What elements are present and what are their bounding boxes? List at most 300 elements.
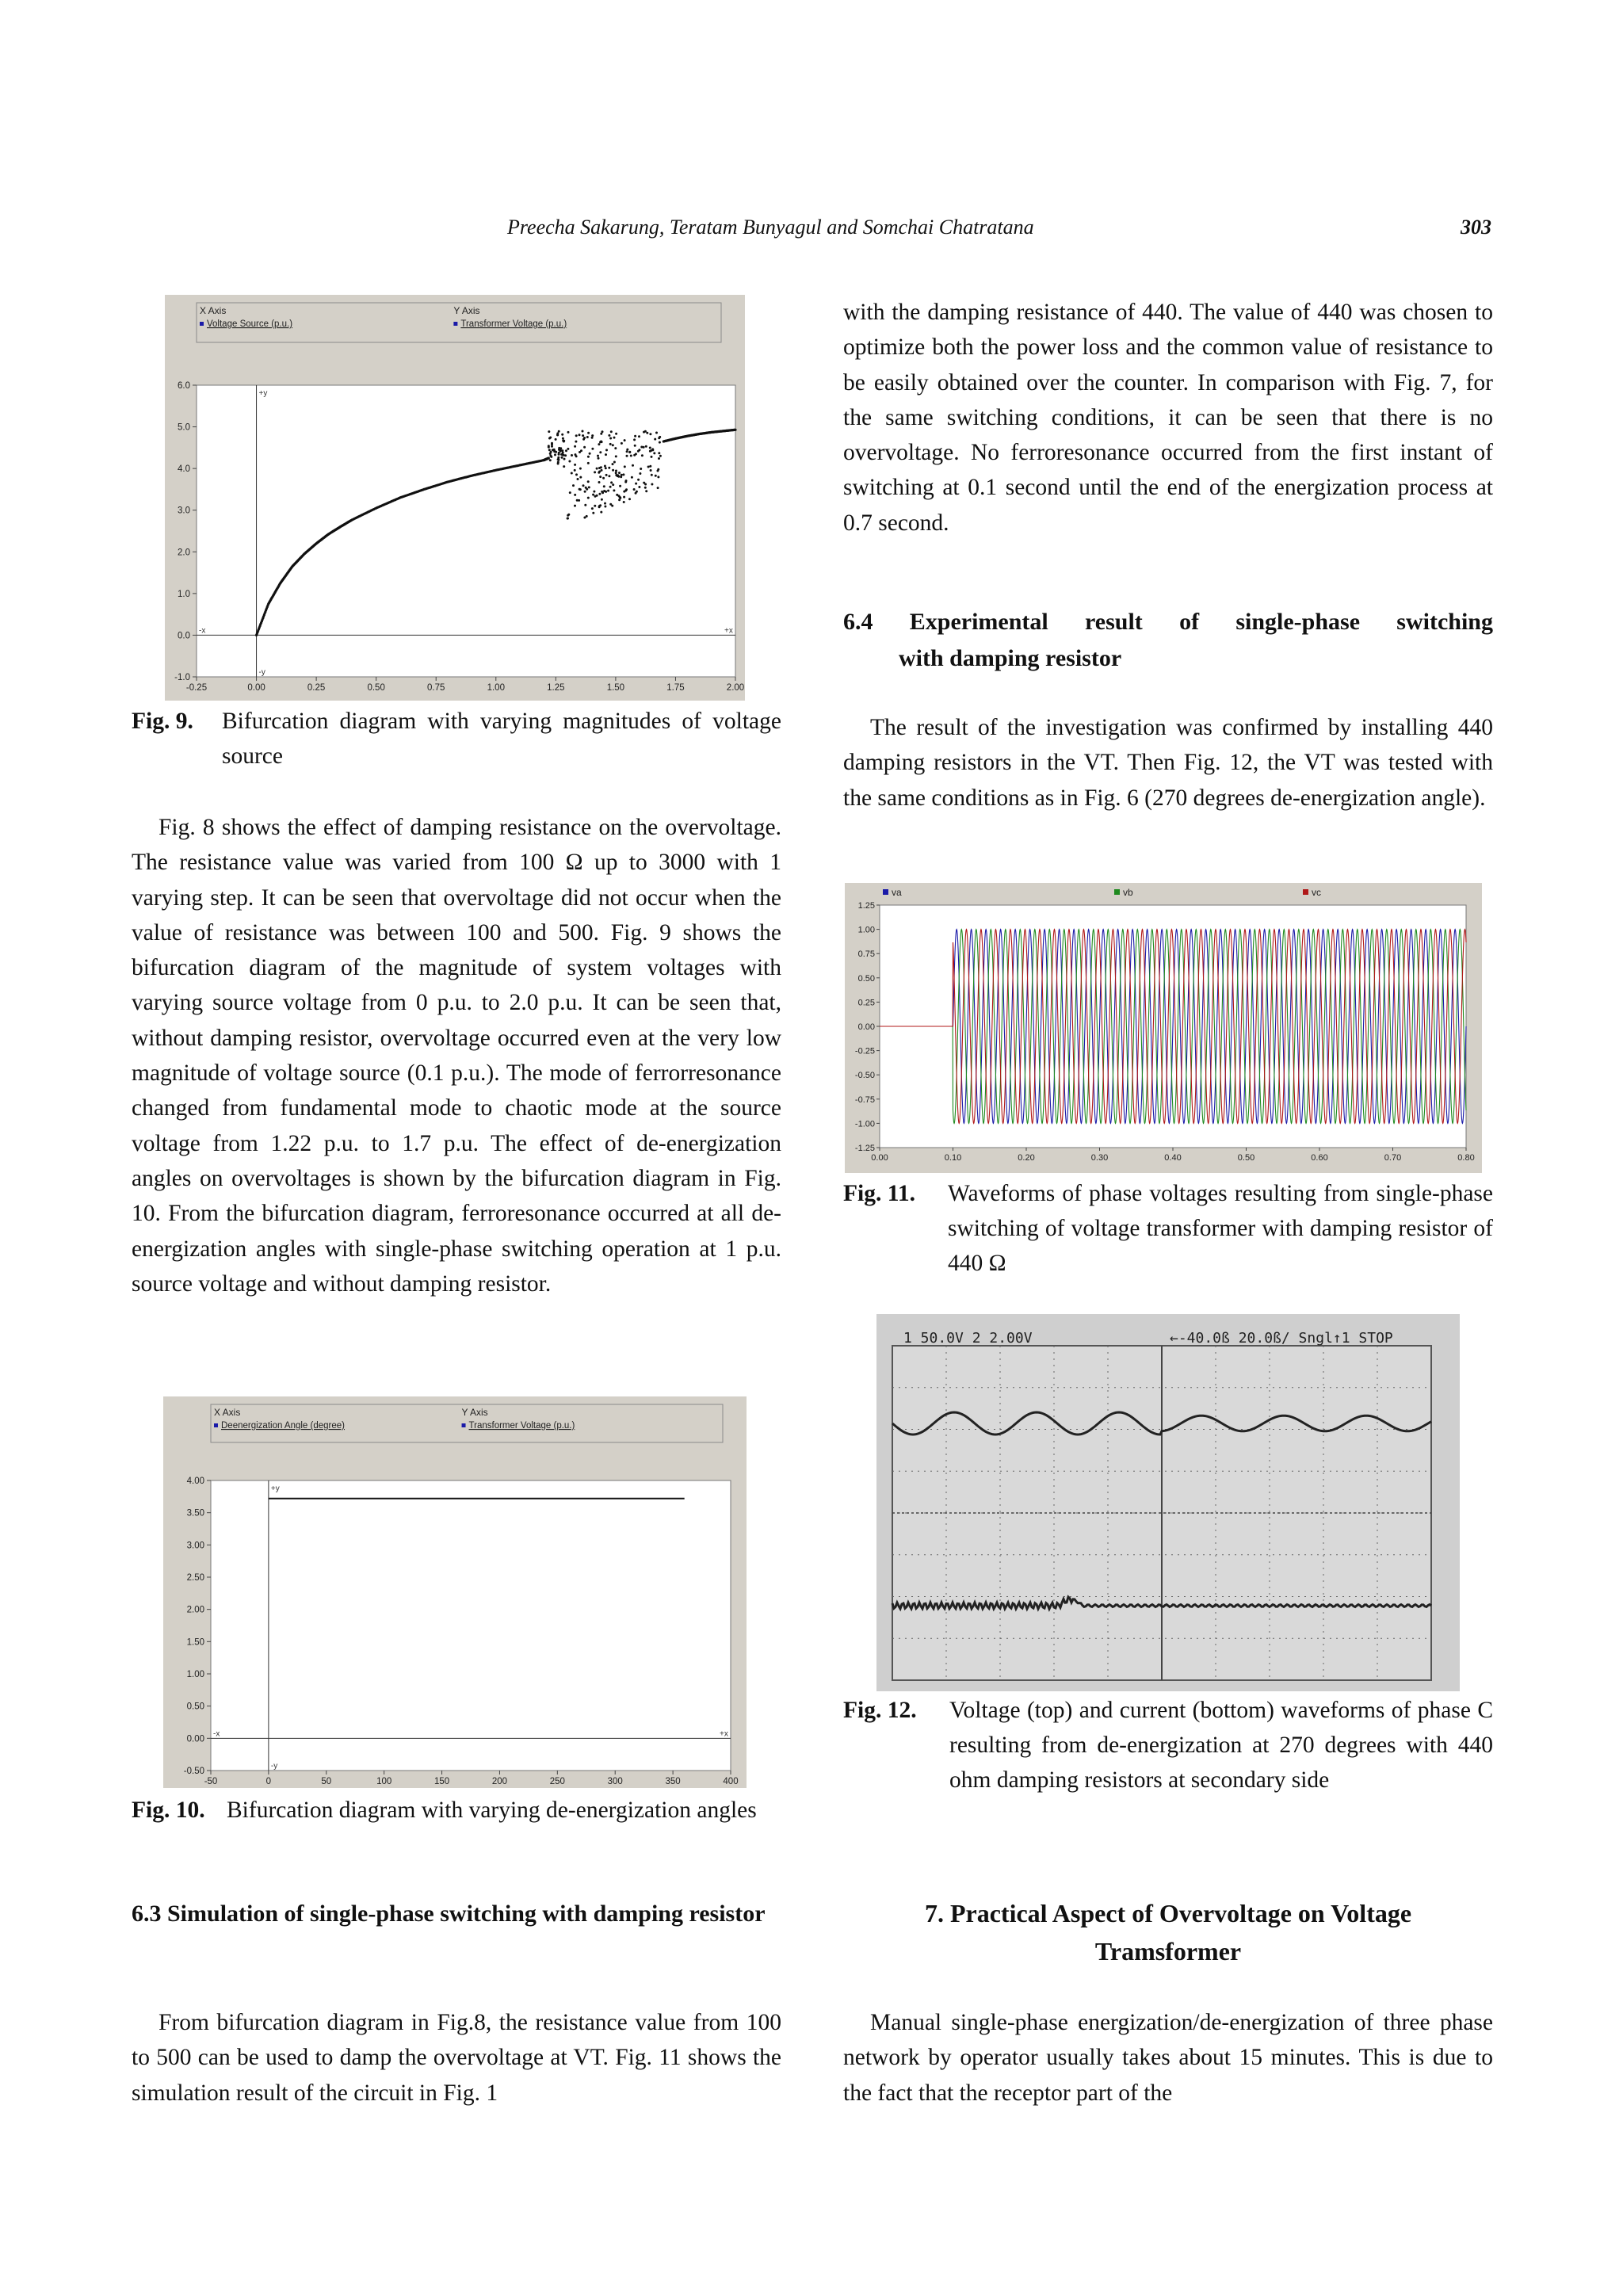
chaotic-point bbox=[615, 472, 617, 474]
legend-swatch-vb bbox=[1114, 889, 1120, 895]
chaotic-point bbox=[612, 469, 614, 472]
chaotic-point bbox=[637, 479, 640, 481]
y-tick-label: 6.0 bbox=[178, 381, 190, 391]
chaotic-point bbox=[609, 443, 612, 445]
chaotic-point bbox=[561, 457, 563, 459]
chaotic-point bbox=[576, 499, 579, 502]
chaotic-point bbox=[579, 476, 582, 479]
chaotic-point bbox=[583, 446, 586, 449]
fig12-caption-label: Fig. 12. bbox=[843, 1698, 917, 1723]
chaotic-point bbox=[582, 434, 584, 437]
chaotic-point bbox=[643, 431, 645, 434]
scope-header-left: 1 50.0V 2 2.00V bbox=[903, 1330, 1033, 1347]
chaotic-point bbox=[633, 488, 636, 491]
chaotic-point bbox=[628, 451, 631, 453]
right-paragraph-top-text: with the damping resistance of 440. The value of 440 was chosen to optimize both the power loss and the common value of resistance to be easily obtained over the counter. In comparison with Fig. 7, for the same switching conditions, it can be seen that there is no overvoltage. No ferroresonance occurred from the first instant of switching at 0.1 second until the end of the energization process at 0.7 second. bbox=[843, 300, 1493, 536]
y-tick-label: 0.0 bbox=[178, 631, 190, 641]
y-tick-label: 0.50 bbox=[857, 973, 875, 984]
chaotic-point bbox=[587, 480, 590, 483]
chaotic-point bbox=[651, 456, 653, 458]
chaotic-point bbox=[626, 455, 628, 457]
chaotic-point bbox=[649, 447, 651, 449]
figure-11 bbox=[845, 883, 1482, 1173]
chaotic-point bbox=[567, 518, 569, 520]
x-tick-label: 0.75 bbox=[427, 683, 445, 693]
chaotic-point bbox=[601, 469, 603, 472]
data-point-series-0 bbox=[548, 457, 550, 459]
chaotic-point bbox=[651, 474, 653, 476]
y-tick-label: -0.75 bbox=[854, 1095, 875, 1105]
x-tick-label: 350 bbox=[665, 1777, 681, 1786]
fig11-caption bbox=[843, 1176, 1493, 1281]
x-tick-label: 0.00 bbox=[247, 683, 265, 693]
right-paragraph-6-4 bbox=[843, 710, 1493, 816]
chaotic-point bbox=[572, 484, 575, 487]
chaotic-point bbox=[569, 491, 571, 494]
y-tick-label: 2.50 bbox=[186, 1573, 204, 1583]
chaotic-point bbox=[641, 454, 643, 457]
legend-label-va: va bbox=[892, 887, 902, 898]
chaotic-point bbox=[636, 491, 638, 493]
chaotic-point bbox=[587, 456, 590, 458]
chaotic-point bbox=[583, 437, 586, 439]
right-paragraph-7-text: Manual single-phase energization/de-energization of three phase network by operator usually takes about 15 minutes. This is due to the fact that the receptor part of the bbox=[843, 2010, 1493, 2106]
y-tick-label: 0.50 bbox=[186, 1702, 204, 1712]
chaotic-point bbox=[574, 464, 576, 466]
chaotic-point bbox=[602, 477, 605, 479]
chaotic-point bbox=[558, 430, 560, 433]
chaotic-point bbox=[588, 486, 590, 488]
chaotic-point bbox=[563, 441, 565, 443]
chaotic-point bbox=[634, 445, 636, 447]
y-tick-label: 1.25 bbox=[857, 901, 875, 911]
axis-marker-plus-y: +y bbox=[258, 389, 268, 398]
chaotic-point bbox=[574, 445, 576, 448]
fig9-caption-label: Fig. 9. bbox=[132, 709, 193, 734]
y-tick-label: 4.00 bbox=[186, 1477, 204, 1486]
legend-y-swatch bbox=[453, 322, 457, 326]
plot-area bbox=[211, 1480, 731, 1771]
x-tick-label: 1.50 bbox=[606, 683, 625, 693]
chaotic-point bbox=[619, 485, 621, 487]
y-tick-label: 5.0 bbox=[178, 422, 190, 433]
chaotic-point bbox=[575, 455, 578, 457]
chaotic-point bbox=[598, 493, 601, 495]
chaotic-point bbox=[596, 468, 598, 470]
chaotic-point bbox=[567, 431, 570, 434]
chaotic-point bbox=[548, 449, 551, 451]
chaotic-point bbox=[582, 430, 584, 433]
chaotic-point bbox=[626, 449, 628, 451]
chaotic-point bbox=[649, 465, 651, 468]
section-7-title-line1: 7. Practical Aspect of Overvoltage on Voltage bbox=[924, 1899, 1412, 1927]
x-tick-label: 1.25 bbox=[547, 683, 565, 693]
chaotic-point bbox=[565, 449, 567, 452]
chaotic-point bbox=[605, 474, 608, 476]
chaotic-point bbox=[622, 473, 624, 476]
chaotic-point bbox=[548, 430, 550, 433]
chaotic-point bbox=[556, 434, 559, 436]
chaotic-point bbox=[579, 451, 581, 453]
chaotic-point bbox=[575, 441, 577, 443]
chaotic-point bbox=[657, 470, 659, 472]
fig9-chart bbox=[165, 295, 745, 701]
chaotic-point bbox=[587, 432, 590, 434]
y-tick-label: 3.0 bbox=[178, 506, 190, 516]
section-7-title-line2: Tramsformer bbox=[1094, 1937, 1242, 1966]
chaotic-point bbox=[623, 491, 625, 493]
chaotic-point bbox=[645, 445, 647, 448]
chaotic-point bbox=[562, 437, 564, 440]
y-tick-label: -0.50 bbox=[854, 1071, 875, 1081]
chaotic-point bbox=[655, 475, 657, 477]
chaotic-point bbox=[635, 483, 637, 485]
chaotic-point bbox=[557, 458, 559, 460]
chaotic-point bbox=[563, 454, 565, 457]
chaotic-point bbox=[638, 435, 640, 437]
chaotic-point bbox=[554, 453, 556, 456]
chaotic-point bbox=[630, 455, 632, 457]
legend-x-entry: Voltage Source (p.u.) bbox=[207, 319, 293, 329]
x-tick-label: 0.20 bbox=[1018, 1153, 1035, 1163]
data-point-series-1 bbox=[734, 429, 736, 431]
axis-marker-minus-y: -y bbox=[258, 668, 265, 677]
chaotic-point bbox=[609, 486, 612, 488]
chaotic-point bbox=[644, 487, 647, 489]
x-tick-label: 0.50 bbox=[367, 683, 385, 693]
y-tick-label: 0.75 bbox=[857, 949, 875, 960]
y-tick-label: 3.50 bbox=[186, 1508, 204, 1519]
fig10-chart bbox=[163, 1396, 747, 1788]
y-tick-label: 3.00 bbox=[186, 1541, 204, 1551]
chaotic-point bbox=[574, 494, 576, 496]
chaotic-point bbox=[631, 476, 633, 479]
chaotic-point bbox=[608, 475, 610, 477]
chaotic-point bbox=[609, 503, 612, 506]
header-authors: Preecha Sakarung, Teratam Bunyagul and Somchai Chatratana bbox=[507, 216, 1034, 239]
left-paragraph-1 bbox=[132, 810, 781, 1301]
y-tick-label: 4.0 bbox=[178, 464, 190, 475]
y-tick-label: -0.50 bbox=[183, 1767, 204, 1776]
legend-y-entry: Transformer Voltage (p.u.) bbox=[468, 1421, 575, 1431]
chaotic-point bbox=[605, 453, 607, 456]
chaotic-point bbox=[610, 481, 613, 483]
y-tick-label: 2.0 bbox=[178, 548, 190, 558]
heading-6-4 bbox=[843, 604, 1493, 677]
x-tick-label: 400 bbox=[723, 1777, 739, 1786]
chaotic-point bbox=[608, 434, 610, 437]
legend-x-header: X Axis bbox=[200, 305, 227, 316]
axis-marker-minus-x: -x bbox=[213, 1729, 220, 1739]
x-tick-label: 1.75 bbox=[666, 683, 685, 693]
chaotic-point bbox=[646, 432, 648, 434]
chaotic-point bbox=[589, 453, 591, 455]
chaotic-point bbox=[552, 449, 554, 451]
legend-x-entry: Deenergization Angle (degree) bbox=[221, 1421, 345, 1431]
y-tick-label: 1.00 bbox=[186, 1670, 204, 1679]
chaotic-point bbox=[621, 442, 623, 445]
x-tick-label: 0 bbox=[265, 1777, 272, 1786]
chaotic-point bbox=[657, 487, 659, 489]
chaotic-point bbox=[598, 472, 600, 474]
x-tick-label: 0.50 bbox=[1237, 1153, 1255, 1163]
x-tick-label: 0.30 bbox=[1090, 1153, 1109, 1163]
chaotic-point bbox=[599, 451, 601, 453]
right-paragraph-top bbox=[843, 295, 1493, 541]
x-tick-label: 0.60 bbox=[1311, 1153, 1328, 1163]
chaotic-point bbox=[584, 491, 586, 493]
y-tick-label: -1.00 bbox=[854, 1119, 875, 1129]
right-paragraph-6-4-text: The result of the investigation was confirmed by installing 440 damping resistors in the VT. Then Fig. 12, the VT was tested with the same conditions as in Fig. 6 (270 degrees de-energization angle). bbox=[843, 715, 1493, 811]
chaotic-point bbox=[575, 434, 578, 437]
y-tick-label: 1.00 bbox=[857, 925, 875, 935]
y-tick-label: 0.00 bbox=[186, 1734, 204, 1744]
chaotic-point bbox=[564, 454, 567, 457]
chaotic-point bbox=[638, 486, 640, 488]
chaotic-point bbox=[586, 436, 589, 438]
chaotic-point bbox=[604, 506, 606, 508]
heading-6-4-line2: with damping resistor bbox=[899, 645, 1122, 671]
chaotic-point bbox=[620, 476, 622, 478]
chaotic-point bbox=[625, 479, 628, 482]
chaotic-point bbox=[591, 437, 594, 439]
x-tick-label: -0.25 bbox=[185, 683, 208, 693]
chaotic-point bbox=[593, 491, 595, 493]
y-tick-label: 0.25 bbox=[857, 998, 875, 1008]
legend-label-vb: vb bbox=[1123, 887, 1133, 898]
chaotic-point bbox=[571, 454, 573, 457]
fig12-caption bbox=[843, 1693, 1493, 1797]
right-paragraph-7 bbox=[843, 2005, 1493, 2111]
chaotic-point bbox=[659, 441, 661, 444]
fig10-caption bbox=[132, 1793, 781, 1828]
legend-y-swatch bbox=[462, 1423, 466, 1427]
y-tick-label: 0.00 bbox=[857, 1022, 875, 1032]
chaotic-point bbox=[659, 455, 662, 457]
chaotic-point bbox=[658, 452, 660, 454]
fig12-oscilloscope bbox=[876, 1314, 1460, 1691]
axis-marker-plus-x: +x bbox=[720, 1729, 728, 1739]
chaotic-point bbox=[650, 469, 652, 472]
y-tick-label: -1.25 bbox=[854, 1144, 875, 1153]
chaotic-point bbox=[563, 465, 565, 468]
chaotic-point bbox=[615, 470, 617, 472]
chaotic-point bbox=[604, 502, 606, 505]
chaotic-point bbox=[594, 505, 596, 507]
chaotic-point bbox=[591, 507, 594, 510]
chaotic-point bbox=[557, 461, 559, 464]
chaotic-point bbox=[584, 504, 586, 506]
fig12-caption-text: Voltage (top) and current (bottom) waveforms of phase C resulting from de-energization at 270 degrees with 440 ohm damping resistors at secondary side bbox=[949, 1698, 1493, 1793]
plot-area bbox=[197, 385, 735, 677]
chaotic-point bbox=[596, 495, 598, 497]
fig9-caption-text: Bifurcation diagram with varying magnitudes of voltage source bbox=[222, 709, 781, 769]
fig10-caption-text: Bifurcation diagram with varying de-energization angles bbox=[227, 1797, 757, 1823]
chaotic-point bbox=[633, 438, 636, 441]
axis-marker-minus-y: -y bbox=[270, 1762, 278, 1771]
chaotic-point bbox=[651, 483, 653, 486]
chaotic-point bbox=[587, 462, 590, 464]
chaotic-point bbox=[586, 488, 588, 491]
chaotic-point bbox=[549, 453, 552, 455]
chaotic-point bbox=[568, 460, 571, 463]
scope-header-right: ←-40.0ß 20.0ß/ Sngl↑1 STOP bbox=[1170, 1330, 1393, 1347]
chaotic-point bbox=[549, 455, 552, 457]
y-tick-label: -0.25 bbox=[854, 1046, 875, 1056]
chaotic-point bbox=[598, 467, 601, 469]
figure-10 bbox=[163, 1396, 747, 1788]
x-tick-label: 150 bbox=[433, 1777, 450, 1786]
chaotic-point bbox=[605, 467, 607, 469]
chaotic-point bbox=[634, 435, 636, 437]
chaotic-point bbox=[551, 443, 553, 445]
chaotic-point bbox=[617, 495, 620, 497]
chaotic-point bbox=[658, 457, 660, 460]
chaotic-point bbox=[618, 472, 621, 474]
chaotic-point bbox=[594, 471, 596, 473]
chaotic-point bbox=[601, 430, 604, 433]
chaotic-point bbox=[615, 433, 617, 435]
chaotic-point bbox=[591, 448, 594, 450]
chaotic-point bbox=[659, 436, 661, 438]
chaotic-point bbox=[654, 438, 656, 441]
chaotic-point bbox=[643, 482, 645, 484]
chaotic-point bbox=[563, 458, 566, 460]
chaotic-point bbox=[624, 439, 626, 441]
chaotic-point bbox=[624, 465, 626, 468]
chaotic-point bbox=[607, 490, 609, 492]
x-tick-label: 0.25 bbox=[307, 683, 326, 693]
x-tick-label: -50 bbox=[204, 1777, 218, 1786]
x-tick-label: 0.80 bbox=[1457, 1153, 1475, 1163]
axis-marker-plus-y: +y bbox=[270, 1484, 280, 1493]
x-tick-label: 50 bbox=[321, 1777, 332, 1786]
chaotic-point bbox=[628, 498, 631, 500]
chaotic-point bbox=[637, 450, 640, 453]
legend-label-vc: vc bbox=[1312, 887, 1321, 898]
left-paragraph-2 bbox=[132, 2005, 781, 2111]
chaotic-point bbox=[633, 454, 636, 457]
x-tick-label: 2.00 bbox=[726, 683, 745, 693]
chaotic-point bbox=[601, 499, 603, 501]
chaotic-point bbox=[618, 499, 621, 501]
chaotic-point bbox=[598, 457, 600, 460]
chaotic-point bbox=[549, 459, 552, 461]
legend-y-entry: Transformer Voltage (p.u.) bbox=[460, 319, 567, 329]
chaotic-point bbox=[601, 491, 603, 493]
chaotic-point bbox=[640, 446, 643, 449]
fig11-caption-text: Waveforms of phase voltages resulting from single-phase switching of voltage transformer with damping resistor of 440 Ω bbox=[948, 1181, 1493, 1276]
chaotic-point bbox=[592, 494, 594, 496]
chaotic-point bbox=[549, 437, 552, 439]
chaotic-point bbox=[612, 444, 614, 446]
legend-swatch-vc bbox=[1303, 889, 1308, 895]
x-tick-label: 0.70 bbox=[1384, 1153, 1402, 1163]
figure-9 bbox=[165, 295, 745, 701]
fig9-caption bbox=[132, 704, 781, 774]
chaotic-point bbox=[555, 438, 557, 441]
chaotic-point bbox=[591, 434, 594, 437]
chaotic-point bbox=[617, 476, 620, 478]
chaotic-point bbox=[553, 450, 556, 453]
chaotic-point bbox=[623, 501, 625, 503]
chaotic-point bbox=[649, 450, 651, 453]
x-tick-label: 1.00 bbox=[487, 683, 505, 693]
chaotic-point bbox=[625, 488, 628, 491]
chaotic-point bbox=[604, 465, 606, 468]
chaotic-point bbox=[626, 450, 628, 453]
legend-x-swatch bbox=[200, 322, 204, 326]
section-7-title bbox=[843, 1894, 1493, 1970]
chaotic-point bbox=[598, 505, 601, 507]
x-tick-label: 200 bbox=[491, 1777, 508, 1786]
y-tick-label: 1.0 bbox=[178, 589, 190, 599]
chaotic-point bbox=[579, 434, 581, 436]
chaotic-point bbox=[548, 446, 550, 449]
chaotic-point bbox=[567, 514, 569, 517]
y-tick-label: 1.50 bbox=[186, 1637, 204, 1648]
chaotic-point bbox=[653, 452, 655, 454]
chaotic-point bbox=[586, 515, 588, 518]
chaotic-point bbox=[645, 490, 647, 492]
chaotic-point bbox=[601, 441, 603, 443]
chaotic-point bbox=[640, 468, 642, 470]
chaotic-point bbox=[612, 463, 614, 465]
chaotic-point bbox=[575, 473, 578, 476]
chaotic-point bbox=[597, 455, 599, 457]
legend-swatch-va bbox=[883, 889, 888, 895]
chaotic-point bbox=[608, 467, 610, 469]
chaotic-point bbox=[647, 466, 650, 468]
chaotic-point bbox=[600, 511, 602, 514]
fig10-caption-label: Fig. 10. bbox=[132, 1797, 205, 1823]
chaotic-point bbox=[657, 476, 659, 478]
x-tick-label: 100 bbox=[376, 1777, 392, 1786]
x-tick-label: 0.10 bbox=[944, 1153, 962, 1163]
axis-marker-plus-x: +x bbox=[724, 626, 733, 636]
x-tick-label: 0.40 bbox=[1164, 1153, 1182, 1163]
x-tick-label: 0.00 bbox=[871, 1153, 888, 1163]
chaotic-point bbox=[558, 447, 560, 449]
chaotic-point bbox=[613, 461, 616, 464]
chaotic-point bbox=[587, 497, 590, 499]
legend-x-header: X Axis bbox=[214, 1407, 241, 1418]
chaotic-point bbox=[582, 484, 585, 487]
fig11-caption-label: Fig. 11. bbox=[843, 1181, 915, 1206]
chaotic-point bbox=[651, 448, 654, 450]
chaotic-point bbox=[639, 472, 641, 475]
chaotic-point bbox=[655, 432, 658, 434]
chaotic-point bbox=[579, 488, 582, 491]
chaotic-point bbox=[614, 447, 617, 449]
chaotic-point bbox=[599, 476, 601, 478]
legend-y-header: Y Axis bbox=[461, 1407, 488, 1418]
page-number: 303 bbox=[1461, 216, 1491, 239]
chaotic-point bbox=[574, 469, 576, 472]
chaotic-point bbox=[632, 464, 634, 467]
left-paragraph-2-text: From bifurcation diagram in Fig.8, the resistance value from 100 to 500 can be used to damp the overvoltage at VT. Fig. 11 shows the simulation result of the circuit in Fig. 1 bbox=[132, 2010, 781, 2106]
chaotic-point bbox=[567, 448, 569, 450]
x-tick-label: 300 bbox=[607, 1777, 623, 1786]
chaotic-point bbox=[561, 434, 563, 436]
heading-6-4-line1: 6.4 Experimental result of single-phase switching bbox=[843, 609, 1493, 635]
chaotic-point bbox=[598, 481, 601, 483]
chaotic-point bbox=[609, 437, 612, 440]
chaotic-point bbox=[610, 430, 613, 433]
chaotic-point bbox=[605, 449, 608, 451]
chaotic-point bbox=[592, 512, 594, 514]
chaotic-point bbox=[574, 505, 576, 507]
